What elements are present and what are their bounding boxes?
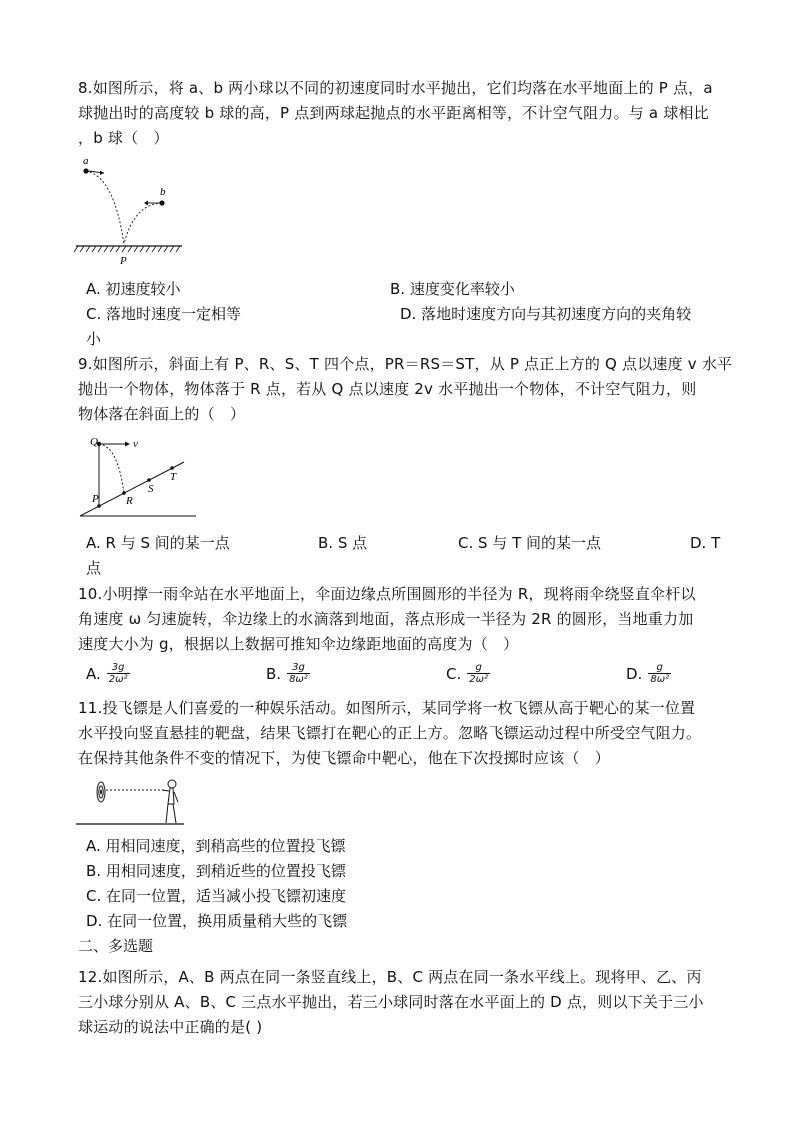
label-b: b	[160, 186, 166, 198]
svg-text:T: T	[170, 471, 177, 483]
q9-option-d-cont: 点	[86, 559, 102, 577]
q10-line-1: 10.小明撑一雨伞站在水平地面上，伞面边缘点所围圆形的半径为 R，现将雨伞绕竖直伞杆以	[78, 585, 696, 603]
q8-line-2: 球抛出时的高度较 b 球的高，P 点到两球起抛点的水平距离相等，不计空气阻力。与 a 球相比	[78, 104, 709, 122]
q8-line-3: ，b 球（ ）	[78, 129, 169, 147]
q8-option-a[interactable]: A. 初速度较小	[86, 280, 181, 298]
svg-text:P: P	[92, 493, 99, 505]
q9-option-b[interactable]: B. S 点	[318, 534, 368, 552]
q10-option-a[interactable]: A. $\frac{3g}{\text{2ω²}}$	[86, 662, 128, 685]
q11-line-2: 水平投向竖直悬挂的靶盘，结果飞镖打在靶心的正上方。忽略飞镖运动过程中所受空气阻力。	[78, 724, 702, 742]
arrow-a-icon	[100, 171, 104, 176]
label-a: a	[83, 155, 89, 167]
q11-option-a[interactable]: A. 用相同速度，到稍高些的位置投飞镖	[86, 837, 346, 855]
q9-line-3: 物体落在斜面上的（ ）	[78, 405, 246, 423]
q8-option-d-cont: 小	[86, 330, 102, 348]
q11-option-c[interactable]: C. 在同一位置，适当减小投飞镖初速度	[86, 887, 347, 905]
q11-option-d[interactable]: D. 在同一位置，换用质量稍大些的飞镖	[86, 912, 348, 930]
q8-figure	[74, 152, 194, 272]
thrower-figure-icon	[162, 780, 178, 823]
q10-line-3: 速度大小为 g，根据以上数据可推知伞边缘距地面的高度为（ ）	[78, 635, 519, 653]
q9-line-2: 抛出一个物体，物体落于 R 点，若从 Q 点以速度 2v 水平抛出一个物体，不计空气阻力，则	[78, 380, 697, 398]
q11-line-3: 在保持其他条件不变的情况下，为使飞镖命中靶心，他在下次投掷时应该（ ）	[78, 749, 611, 767]
q8-option-b[interactable]: B. 速度变化率较小	[390, 280, 515, 298]
q12-line-2: 三小球分别从 A、B、C 三点水平抛出，若三小球同时落在水平面上的 D 点，则以下关于三小	[78, 993, 704, 1011]
q10-option-c[interactable]: C. $\frac{g}{\text{2ω²}}$	[446, 662, 488, 685]
q8-line-1: 8.如图所示，将 a、b 两小球以不同的初速度同时水平抛出，它们均落在水平地面上的 P 点，a	[78, 79, 713, 97]
svg-text:v: v	[133, 438, 138, 450]
q10-option-d[interactable]: D. $\frac{g}{\text{8ω²}}$	[626, 662, 670, 685]
q8-option-c[interactable]: C. 落地时速度一定相等	[86, 305, 242, 323]
arrow-b-icon	[144, 201, 148, 206]
label-p: P	[120, 255, 127, 267]
q9-figure	[78, 432, 198, 522]
q10-option-b[interactable]: B. $\frac{3g}{\text{8ω²}}$	[266, 662, 308, 685]
q12-line-3: 球运动的说法中正确的是( )	[78, 1018, 263, 1036]
svg-text:S: S	[148, 483, 154, 495]
svg-text:R: R	[126, 495, 133, 507]
q9-option-d[interactable]: D. T	[690, 534, 721, 552]
q9-option-c[interactable]: C. S 与 T 间的某一点	[458, 534, 601, 552]
q9-line-1: 9.如图所示，斜面上有 P、R、S、T 四个点，PR＝RS＝ST，从 P 点正上方的 Q 点以速度 v 水平	[78, 355, 733, 373]
q11-option-b[interactable]: B. 用相同速度，到稍近些的位置投飞镖	[86, 862, 346, 880]
q8-option-d[interactable]: D. 落地时速度方向与其初速度方向的夹角较	[400, 305, 692, 323]
svg-text:Q: Q	[90, 436, 98, 448]
q12-line-1: 12.如图所示，A、B 两点在同一条竖直线上，B、C 两点在同一条水平线上。现将甲、乙、丙	[78, 968, 702, 986]
velocity-arrow-icon	[125, 442, 130, 447]
q11-line-1: 11.投飞镖是人们喜爱的一种娱乐活动。如图所示，某同学将一枚飞镖从高于靶心的某一位置	[78, 699, 696, 717]
q11-figure	[76, 776, 186, 828]
q9-option-a[interactable]: A. R 与 S 间的某一点	[86, 534, 230, 552]
q10-line-2: 角速度 ω 匀速旋转，伞边缘上的水滴落到地面，落点形成一半径为 2R 的圆形，当地重力加	[78, 610, 694, 628]
section-heading: 二、多选题	[78, 937, 154, 955]
